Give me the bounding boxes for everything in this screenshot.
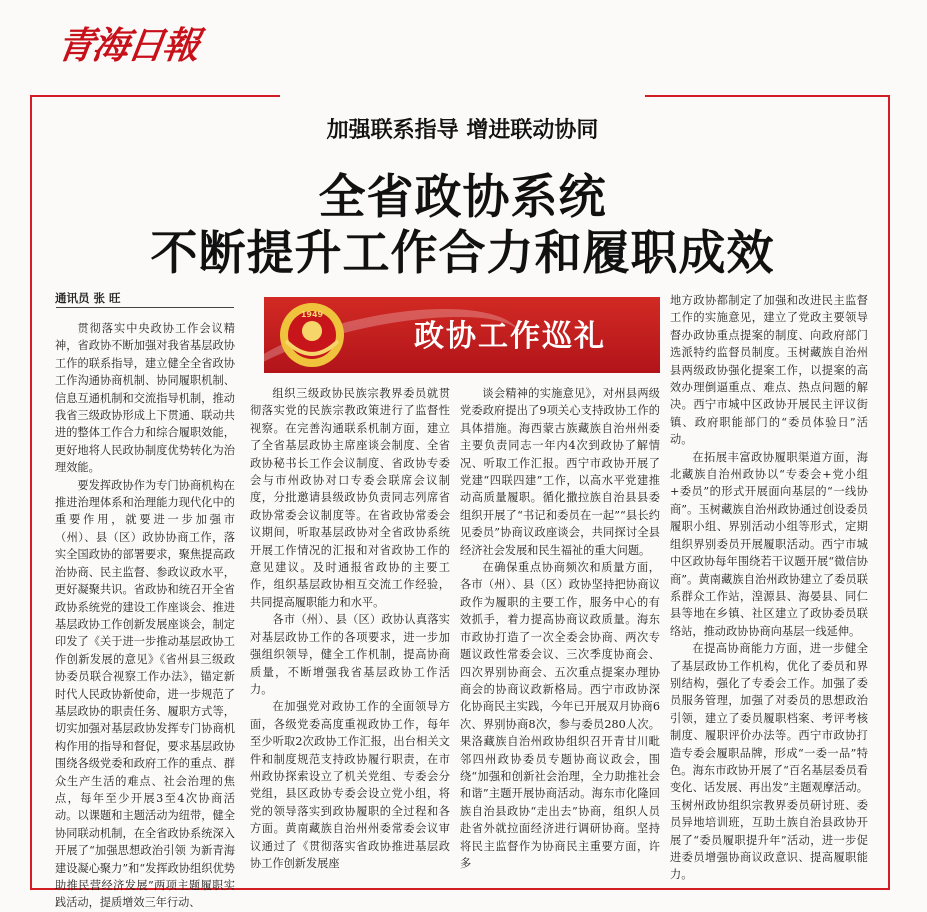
paragraph: 要发挥政协作为专门协商机构在推进治理体系和治理能力现代化中的重要作用，就要进一步加强市（州）、县（区）政协协商工作，落实全国政协的部署要求，聚焦提高政治协商、民主监督、参政议政水平，更好凝聚共识。省政协和统召开全省政协系统党的建设工作座谈会、推进基层政协工作创新发展座谈会，制定印发了《关于进一步推动基层政协工作创新发展的意见》《省州县三级政协委员联合视察工作办法》，锚定新时代人民政协新使命，进一步规范了基层政协的职责任务、履职方式等，切实加强对基层政协发挥专门协商机构作用的指导和督促，要求基层政协围绕各级党委和政府工作的重点、群众生产生活的难点、社会治理的焦点，每年至少开展3至4次协商活动。以课题和主题活动为纽带，健全协同联动机制，在全省政协系统深入开展了“加强思想政治引领 为新青海建设凝心聚力”和“发挥政协组织优势 助推民营经济发展”两项主题履职实践活动，提质增效三年行动、 [55, 478, 235, 910]
banner-label: 政协工作巡礼 [414, 319, 606, 354]
paragraph: 各市（州）、县（区）政协认真落实对基层政协工作的各项要求，进一步加强组织领导，健全工作机制，提高协商质量，不断增强我省基层政协工作活力。 [250, 613, 450, 696]
paragraph: 在拓展丰富政协履职渠道方面，海北藏族自治州政协以“专委会+党小组+委员”的形式开展面向基层的“一线协商”。玉树藏族自治州政协通过创设委员履职小组、界别活动小组等形式，定期组织界别委员开展履职活动。西宁市城中区政协每年围绕若干议题开展“微信协商”。黄南藏族自治州政协建立了委员联系群众工作站，湟源县、海晏县、同仁县等地在乡镇、社区建立了政协委员联络站，推动政协协商向基层一线延伸。 [670, 450, 868, 638]
paragraph: 地方政协都制定了加强和改进民主监督工作的实施意见，建立了党政主要领导督办政协重点提案的制度、向政府部门选派特约监督员制度。玉树藏族自治州县两级政协强化提案工作，以提案的高效办理倒逼重点、难点、热点问题的解决。西宁市城中区政协开展民主评议街镇、政府职能部门的“委员体验日”活动。 [670, 294, 868, 447]
article-column-4 [670, 292, 868, 884]
paragraph: 贯彻落实中央政协工作会议精神，省政协不断加强对我省基层政协工作的联系指导，建立健全全省政协工作沟通协商机制、协同履职机制、信息互通机制和交流指导机制，推动我省三级政协形成上下贯通、联动共进的整体工作合力和综合履职效能，更好地将人民政协制度优势转化为治理效能。 [55, 322, 235, 475]
headline-line-1: 全省政协系统 [318, 170, 607, 225]
paragraph: 组织三级政协民族宗教界委员就贯彻落实党的民族宗教政策进行了监督性视察。在完善沟通联系机制方面，建立了全省基层政协主席座谈会制度、全省政协秘书长工作会议制度、省政协专委会与市州政协对口专委会联席会议制度，分批邀请县级政协负责同志列席省政协常委会议制度等。在省政协常委会议期间，听取基层政协对全省政协系统开展工作情况的汇报和对省政协工作的意见建议。及时通报省政协的主要工作，组织基层政协相互交流工作经验，共同提高履职能力和水平。 [250, 387, 450, 609]
paragraph: 谈会精神的实施意见》，对州县两级党委政府提出了9项关心支持政协工作的具体措施。海西蒙古族藏族自治州州委主要负责同志一年内4次到政协了解情况、听取工作汇报。西宁市政协开展了党建“四联四建”工作，以高水平党建推动高质量履职。循化撒拉族自治县县委组织开展了“书记和委员在一起”“县长约见委员”协商议政座谈会，共同探讨全县经济社会发展和民生福祉的重大问题。 [460, 387, 660, 557]
cppcc-emblem-icon [272, 297, 356, 373]
headline-line-2: 不断提升工作合力和履职成效 [150, 226, 775, 281]
article-column-2 [250, 385, 450, 872]
frame-gap [280, 92, 645, 98]
paragraph: 在确保重点协商频次和质量方面，各市（州）、县（区）政协坚持把协商议政作为履职的主要工作，服务中心的有效抓手，着力提高协商议政质量。海东市政协打造了一次全委会协商、两次专题议政性常委会议、三次季度协商会、四次界别协商会、五次重点提案办理协商会的协商议政新格局。西宁市政协深化协商民主实践，今年已开展双月协商6次、界别协商8次，参与委员280人次。果洛藏族自治州政协组织召开青甘川毗邻四州政协委员专题协商议政会，围绕“加强和创新社会治理，全力助推社会和谐”主题开展协商活动。海东市化隆回族自治县政协“走出去”协商，组织人员赴省外就拉面经济进行调研协商。坚持将民主监督作为协商民主重要方面，许多 [460, 561, 660, 870]
paragraph: 在提高协商能力方面，进一步健全了基层政协工作机构，优化了委员和界别结构，强化了专委会工作。加强了委员服务管理，加强了对委员的思想政治引领，建立了委员履职档案、考评考核制度、履职评价办法等。西宁市政协打造专委会履职品牌，形成“一委一品”特色。海东市政协开展了“百名基层委员看变化、话发展、再出发”主题观摩活动。玉树州政协组织宗教界委员研讨班、委员异地培训班，互助土族自治县政协开展了“委员履职提升年”活动，进一步促进委员增强协商议政意识、提高履职能力。 [670, 642, 868, 882]
paragraph: 在加强党对政协工作的全面领导方面，各级党委高度重视政协工作，每年至少听取2次政协工作汇报，出台相关文件和制度规范支持政协履行职责，在市州政协探索设立了机关党组、专委会分党组，县区政协专委会设立党小组，将党的领导落实到政协履职的全过程和各方面。黄南藏族自治州州委常委会议审议通过了《贯彻落实省政协推进基层政协工作创新发展座 [250, 700, 450, 870]
article-column-1 [55, 320, 235, 912]
masthead-logo: 青海日報 [54, 23, 201, 67]
article-column-3 [460, 385, 660, 872]
article-subtitle: 加强联系指导 增进联动协同 [326, 118, 599, 143]
emblem-year-text: 1949 [300, 310, 324, 319]
byline-rule [56, 307, 234, 308]
byline: 通讯员 张 旺 [55, 291, 121, 305]
